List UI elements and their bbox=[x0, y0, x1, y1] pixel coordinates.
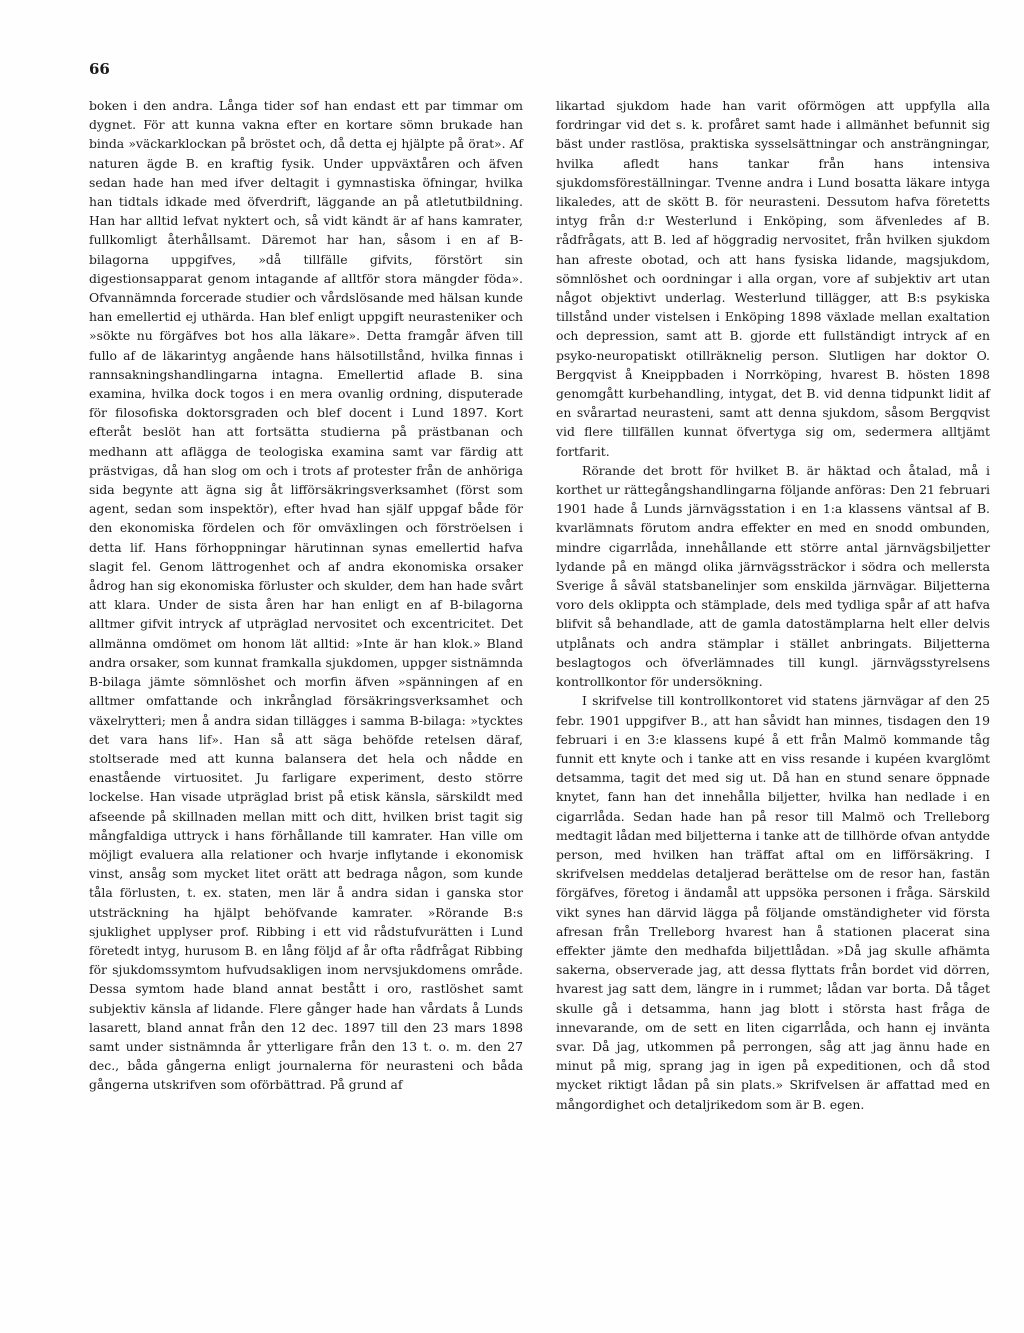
page-number: 66 bbox=[89, 60, 110, 78]
paragraph: likartad sjukdom hade han varit oförmögen att uppfylla alla fordringar vid det s. k. profåret samt hade i allmänhet befunnit sig bäst under rastlösa, praktiska sysselsättningar och ansträngningar, hvilka afledt hans tankar från hans intensiva sjukdomsföreställningar. Tvenne andra i Lund bosatta läkare intyga likaledes, att de skött B. för neurasteni. Dessutom hafva företetts intyg från d:r Westerlund i Enköping, som äfvenledes af B. rådfrågats, att B. led af höggradig nervositet, från hvilken sjukdom han afreste obotad, och att hans fysiska lidande, magsjukdom, sömnlöshet och oordningar i alla organ, vore af subjektiv art utan något objektivt underlag. Westerlund tillägger, att B:s psykiska tillstånd under vistelsen i Enköping 1898 växlade mellan exaltation och depression, samt att B. gjorde ett fullständigt intryck af en psyko-neuropatiskt otillräknelig person. Slutligen har doktor O. Bergqvist å Kneippbaden i Norrköping, hvarest B. hösten 1898 genomgått kurbehandling, intygat, det B. vid denna tidpunkt lidit af en svårartad neurasteni, samt att denna sjukdom, såsom Bergqvist vid flere tillfällen kunnat öfvertyga sig om, sedermera alltjämt fortfarit. bbox=[556, 98, 990, 459]
right-column bbox=[556, 96, 990, 1114]
left-column bbox=[89, 96, 523, 1095]
paragraph: I skrifvelse till kontrollkontoret vid statens järnvägar af den 25 febr. 1901 uppgifver B., att han såvidt han minnes, tisdagen den 19 februari i en 3:e klassens kupé å ett från Malmö kommande tåg funnit ett knyte och i tanke att en viss resande i kupéen kvarglömt detsamma, tagit det med sig ut. Då han en stund senare öppnade knytet, fann han det innehålla biljetter, hvilka han nedlade i en cigarrlåda. Sedan hade han på resor till Malmö och Trelleborg medtagit lådan med biljetterna i tanke att de tillhörde ofvan antydde person, med hvilken han träffat aftal om en lifförsäkring. I skrifvelsen meddelas detaljerad berättelse om de resor han, fastän förgäfves, företog i ändamål att uppsöka personen i fråga. Särskild vikt synes han därvid lägga på följande omständigheter vid första afresan från Trelleborg hvarest han å stationen placerat sina effekter jämte den medhafda biljettlådan. »Då jag skulle afhämta sakerna, observerade jag, att dessa flyttats från bordet vid dörren, hvarest jag satt dem, längre in i rummet; lådan var borta. Då tåget skulle gå i detsamma, hann jag blott i största hast fråga de innevarande, om de sett en liten cigarrlåda, och hann ej invänta svar. Då jag, utkommen på perrongen, såg att jag ännu hade en minut på mig, sprang jag in igen på expeditionen, och då stod mycket riktigt lådan på sin plats.» Skrifvelsen är affattad med en mångordighet och detaljrikedom som är B. egen. bbox=[556, 693, 990, 1112]
paragraph: boken i den andra. Långa tider sof han endast ett par timmar om dygnet. För att kunna vakna efter en kortare sömn brukade han binda »väckarklockan på bröstet och, då detta ej hjälpte på örat». Af naturen ägde B. en kraftig fysik. Under uppväxtåren och äfven sedan hade han med ifver deltagit i gymnastiska öfningar, hvilka han tidtals idkade med öfverdrift, läggande an på atletutbildning. Han har alltid lefvat nyktert och, så vidt kändt är af hans kamrater, fullkomligt återhållsamt. Däremot har han, såsom i en af B-bilagorna uppgifves, »då tillfälle gifvits, förstört sin digestionsapparat genom intagande af alltför stora mängder föda». Ofvannämnda forcerade studier och vårdslösande med hälsan kunde han emellertid ej uthärda. Han blef enligt uppgift neurasteniker och »sökte nu förgäfves bot hos alla läkare». Detta framgår äfven till fullo af de läkarintyg angående hans hälsotillstånd, hvilka finnas i rannsakningshandlingarna intagna. Emellertid aflade B. sina examina, hvilka dock togos i en mera ovanlig ordning, disputerade för filosofiska doktorsgraden och blef docent i Lund 1897. Kort efteråt beslöt han att fortsätta studierna på prästbanan och medhann att aflägga de teologiska examina samt var färdig att prästvigas, då han slog om och i trots af protester från de anhöriga sida begynte att ägna sig åt lifförsäkringsverksamhet (först som agent, sedan som inspektör), efter hvad han själf uppgaf både för den ekonomiska fördelen och för omväxlingen och förströelsen i detta lif. Hans förhoppningar härutinnan synas emellertid hafva slagit fel. Genom lättrogenhet och af andra ekonomiska orsaker ådrog han sig ekonomiska förluster och skulder, dem han hade svårt att klara. Under de sista åren har han enligt en af B-bilagorna alltmer gifvit intryck af utpräglad nervositet och excentricitet. Det allmänna omdömet om honom lät alltid: »Inte är han klok.» Bland andra orsaker, som kunnat framkalla sjukdomen, uppger sistnämnda B-bilaga jämte sömnlöshet och morfin äfven »spänningen af en alltmer omfattande och inkrånglad försäkringsverksamhet och växelrytteri; men å andra sidan tillägges i samma B-bilaga: »tycktes det vara hans lif». Han så att säga behöfde retelsen däraf, stoltserade med att kunna balansera det hela och nådde en enastående virtuositet. Ju farligare experiment, desto större lockelse. Han visade utpräglad brist på etisk känsla, särskildt med afseende på skillnaden mellan mitt och ditt, hvilken brist tagit sig mångfaldiga uttryck i hans förhållande till kamrater. Han ville om möjligt evaluera alla relationer och hvarje inflytande i ekonomisk vinst, ansåg som mycket litet orätt att bedraga någon, som kunde tåla förlusten, t. ex. staten, men lär å andra sidan i ganska stor utsträckning ha hjälpt behöfvande kamrater. »Rörande B:s sjuklighet upplyser prof. Ribbing i ett vid rådstufvurätten i Lund företedt intyg, hurusom B. en lång följd af år ofta rådfrågat Ribbing för sjukdomssymtom hufvudsakligen inom nervsjukdomens område. Dessa symtom hade bland annat bestått i oro, rastlöshet samt subjektiv känsla af lidande. Flere gånger hade han vårdats å Lunds lasarett, bland annat från den 12 dec. 1897 till den 23 mars 1898 samt under sistnämnda år ytterligare från den 13 t. o. m. den 27 dec., båda gångerna enligt journalerna för neurasteni och båda gångerna utskrifven som oförbättrad. På grund af bbox=[89, 98, 523, 1093]
paragraph: Rörande det brott för hvilket B. är häktad och åtalad, må i korthet ur rättegångshandlingarna följande anföras: Den 21 februari 1901 hade å Lunds järnvägsstation i en 1:a klassens väntsal af B. kvarlämnats förutom andra effekter en med en snodd ombunden, mindre cigarrlåda, innehållande ett större antal järnvägsbiljetter lydande på en mängd olika järnvägssträckor i södra och mellersta Sverige å såväl statsbanelinjer som enskilda järnvägar. Biljetterna voro dels oklippta och stämplade, dels med tydliga spår af att hafva blifvit så behandlade, att de gamla datostämplarna helt eller delvis utplånats och andra stämplar i stället anbringats. Biljetterna beslagtogos och öfverlämnades till kungl. järnvägsstyrelsens kontrollkontor för undersökning. bbox=[556, 462, 990, 690]
